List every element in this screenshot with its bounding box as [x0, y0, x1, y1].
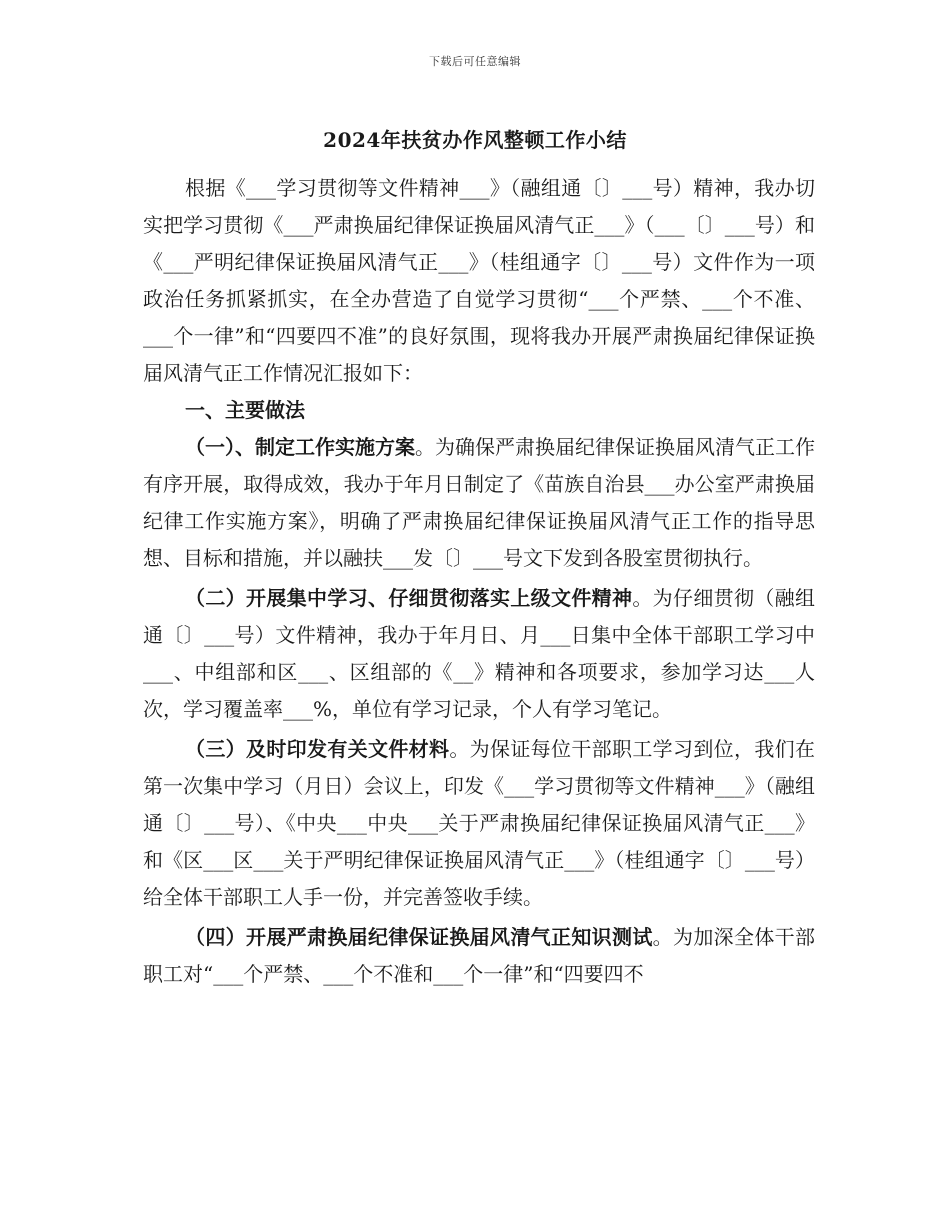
item-text-3: 。为保证每位干部职工学习到位，我们在第一次集中学习（月日）会议上，印发《___学习贯彻等文件精神___》（融组通〔〕___号）、《中央___中央___关于严肃换届纪律保证换届风清气正___》和《区___区___关于严明纪律保证换届风清气正___》（桂组通字〔〕___号）给全体干部职工人手一份，并完善签收手续。 — [143, 737, 816, 909]
item-paragraph-2 — [143, 580, 815, 728]
document-body — [143, 170, 815, 993]
item-paragraph-4 — [143, 919, 815, 993]
section-heading-main-practices: 一、主要做法 — [185, 398, 305, 422]
document-title: 2024年扶贫办作风整顿工作小结 — [323, 128, 627, 152]
item-paragraph-3 — [143, 731, 815, 916]
item-paragraph-1 — [143, 429, 815, 577]
item-lead-1: （一）、制定工作实施方案 — [185, 435, 415, 459]
item-text-4: 。为加深全体干部职工对“___个严禁、___个不准和___个一律”和“四要四不 — [143, 925, 816, 986]
intro-paragraph: 根据《___学习贯彻等文件精神___》（融组通〔〕___号）精神，我办切实把学习贯彻《___严肃换届纪律保证换届风清气正___》（___〔〕___号）和《___严明纪律保证换届风清气正___》（桂组通字〔〕___号）文件作为一项政治任务抓紧抓实，在全办营造了自觉学习贯彻“___个严禁、___个不准、___个一律”和“四要四不准”的良好氛围，现将我办开展严肃换届纪律保证换届风清气正工作情况汇报如下： — [143, 176, 815, 385]
header-note: 下载后可任意编辑 — [429, 55, 521, 68]
item-lead-4: （四）开展严肃换届纪律保证换届风清气正知识测试 — [185, 925, 653, 949]
item-text-1: 。为确保严肃换届纪律保证换届风清气正工作有序开展，取得成效，我办于年月日制定了《苗族自治县___办公室严肃换届纪律工作实施方案》，明确了严肃换届纪律保证换届风清气正工作的指导思想、目标和措施，并以融扶___发〔〕___号文下发到各股室贯彻执行。 — [143, 435, 815, 570]
item-lead-3: （三）及时印发有关文件材料 — [185, 737, 450, 761]
item-text-2: 。为仔细贯彻（融组通〔〕___号）文件精神，我办于年月日、月___日集中全体干部职工学习中___、中组部和区___、区组部的《__》精神和各项要求，参加学习达___人次，学习覆盖率___%，单位有学习记录，个人有学习笔记。 — [143, 586, 816, 721]
item-lead-2: （二）开展集中学习、仔细贯彻落实上级文件精神 — [185, 586, 633, 610]
